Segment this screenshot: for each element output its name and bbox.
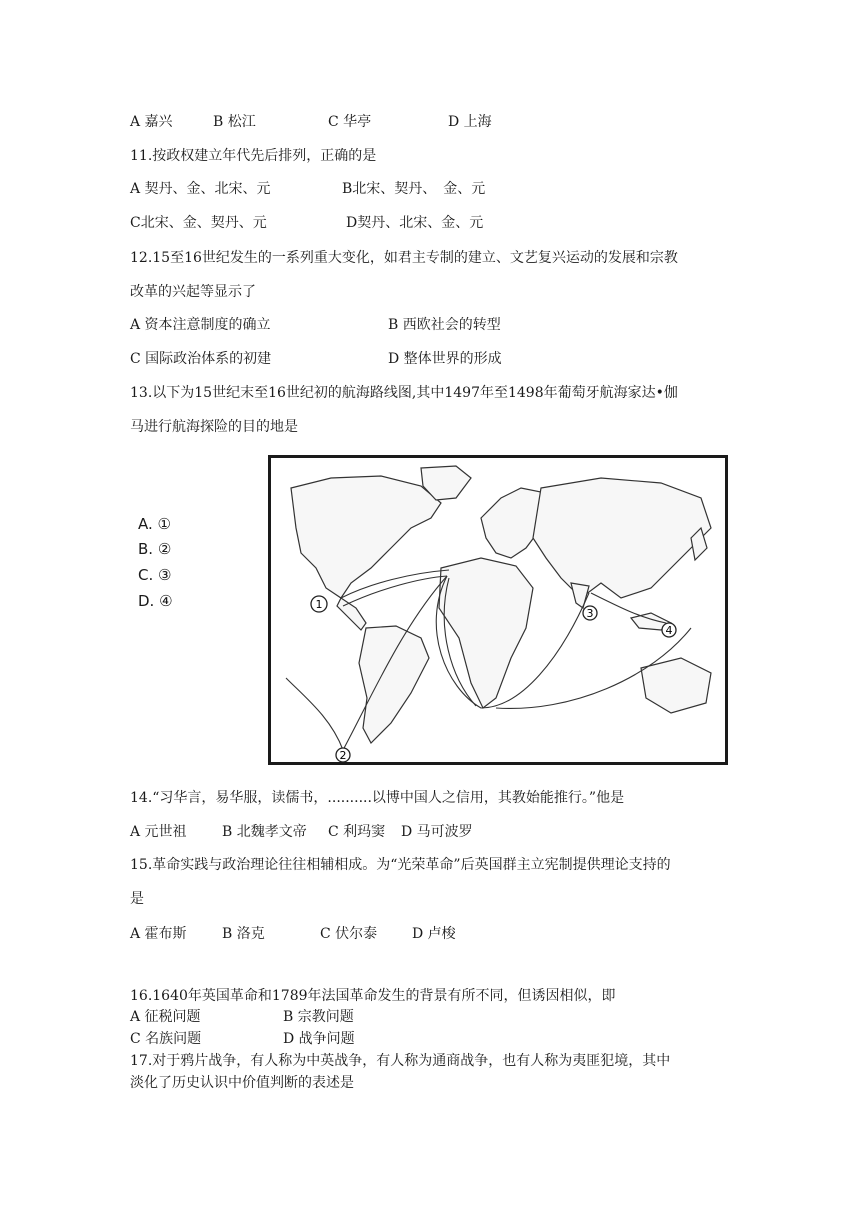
q12-option-c: C 国际政治体系的初建 xyxy=(130,351,272,367)
q12-option-d: D 整体世界的形成 xyxy=(388,351,502,367)
q15-option-c: C 伏尔泰 xyxy=(320,926,378,942)
q17-stem-line1: 17.对于鸦片战争，有人称为中英战争，有人称为通商战争，也有人称为夷匪犯境，其中 xyxy=(130,1053,671,1069)
asia-shape xyxy=(533,478,711,598)
north-america-shape xyxy=(291,476,441,598)
q13-option-d: D. ④ xyxy=(138,592,173,610)
q13-option-c: C. ③ xyxy=(138,566,172,584)
q16-option-c: C 名族问题 xyxy=(130,1031,202,1047)
q13-stem-line1: 13.以下为15世纪末至16世纪初的航海路线图,其中1497年至1498年葡萄牙航海家达•伽 xyxy=(130,385,678,401)
q10-option-a: A 嘉兴 xyxy=(130,114,173,130)
q13-stem-line2: 马进行航海探险的目的地是 xyxy=(130,419,298,435)
marker-1: 1 xyxy=(315,598,323,611)
q16-stem: 16.1640年英国革命和1789年法国革命发生的背景有所不同，但诱因相似，即 xyxy=(130,988,616,1004)
q15-option-a: A 霍布斯 xyxy=(130,926,187,942)
q11-option-c: C北宋、金、契丹、元 xyxy=(130,215,267,231)
africa-shape xyxy=(439,558,533,708)
central-america-shape xyxy=(337,598,366,630)
q11-option-d: D契丹、北宋、金、元 xyxy=(346,215,484,231)
q11-stem: 11.按政权建立年代先后排列，正确的是 xyxy=(130,148,377,164)
q15-stem-line1: 15.革命实践与政治理论往往相辅相成。为“光荣革命”后英国群主立宪制提供理论支持的 xyxy=(130,857,671,873)
route-columbus-return xyxy=(343,576,447,606)
voyage-route-map xyxy=(268,455,728,765)
marker-4: 4 xyxy=(665,624,673,637)
q16-option-a: A 征税问题 xyxy=(130,1009,201,1025)
q11-option-b: B北宋、契丹、 金、元 xyxy=(342,181,486,197)
q13-option-a: A. ① xyxy=(138,515,171,533)
q16-option-b: B 宗教问题 xyxy=(283,1009,354,1025)
q11-option-a: A 契丹、金、北宋、元 xyxy=(130,181,271,197)
q14-option-d: D 马可波罗 xyxy=(401,824,473,840)
marker-2: 2 xyxy=(339,749,347,762)
q17-stem-line2: 淡化了历史认识中价值判断的表述是 xyxy=(130,1075,354,1091)
q16-option-d: D 战争问题 xyxy=(283,1031,355,1047)
q14-option-a: A 元世祖 xyxy=(130,824,187,840)
q12-stem-line1: 12.15至16世纪发生的一系列重大变化，如君主专制的建立、文艺复兴运动的发展和宗教 xyxy=(130,250,678,266)
q10-option-b: B 松江 xyxy=(213,114,256,130)
q10-option-d: D 上海 xyxy=(448,114,492,130)
q14-option-c: C 利玛窦 xyxy=(328,824,386,840)
q14-option-b: B 北魏孝文帝 xyxy=(222,824,307,840)
q12-option-b: B 西欧社会的转型 xyxy=(388,317,501,333)
q14-stem: 14.“习华言，易华服，读儒书，..........以博中国人之信用，其教始能推行。”他是 xyxy=(130,790,625,806)
q12-option-a: A 资本注意制度的确立 xyxy=(130,317,271,333)
q15-stem-line2: 是 xyxy=(130,891,144,907)
q15-option-b: B 洛克 xyxy=(222,926,265,942)
q13-option-b: B. ② xyxy=(138,540,172,558)
india-shape xyxy=(571,583,589,608)
south-america-shape xyxy=(359,626,429,743)
q10-option-c: C 华亭 xyxy=(328,114,372,130)
q15-option-d: D 卢梭 xyxy=(412,926,456,942)
q12-stem-line2: 改革的兴起等显示了 xyxy=(130,284,256,300)
australia-shape xyxy=(641,658,711,713)
world-map-figure xyxy=(271,458,725,762)
marker-3: 3 xyxy=(586,607,594,620)
